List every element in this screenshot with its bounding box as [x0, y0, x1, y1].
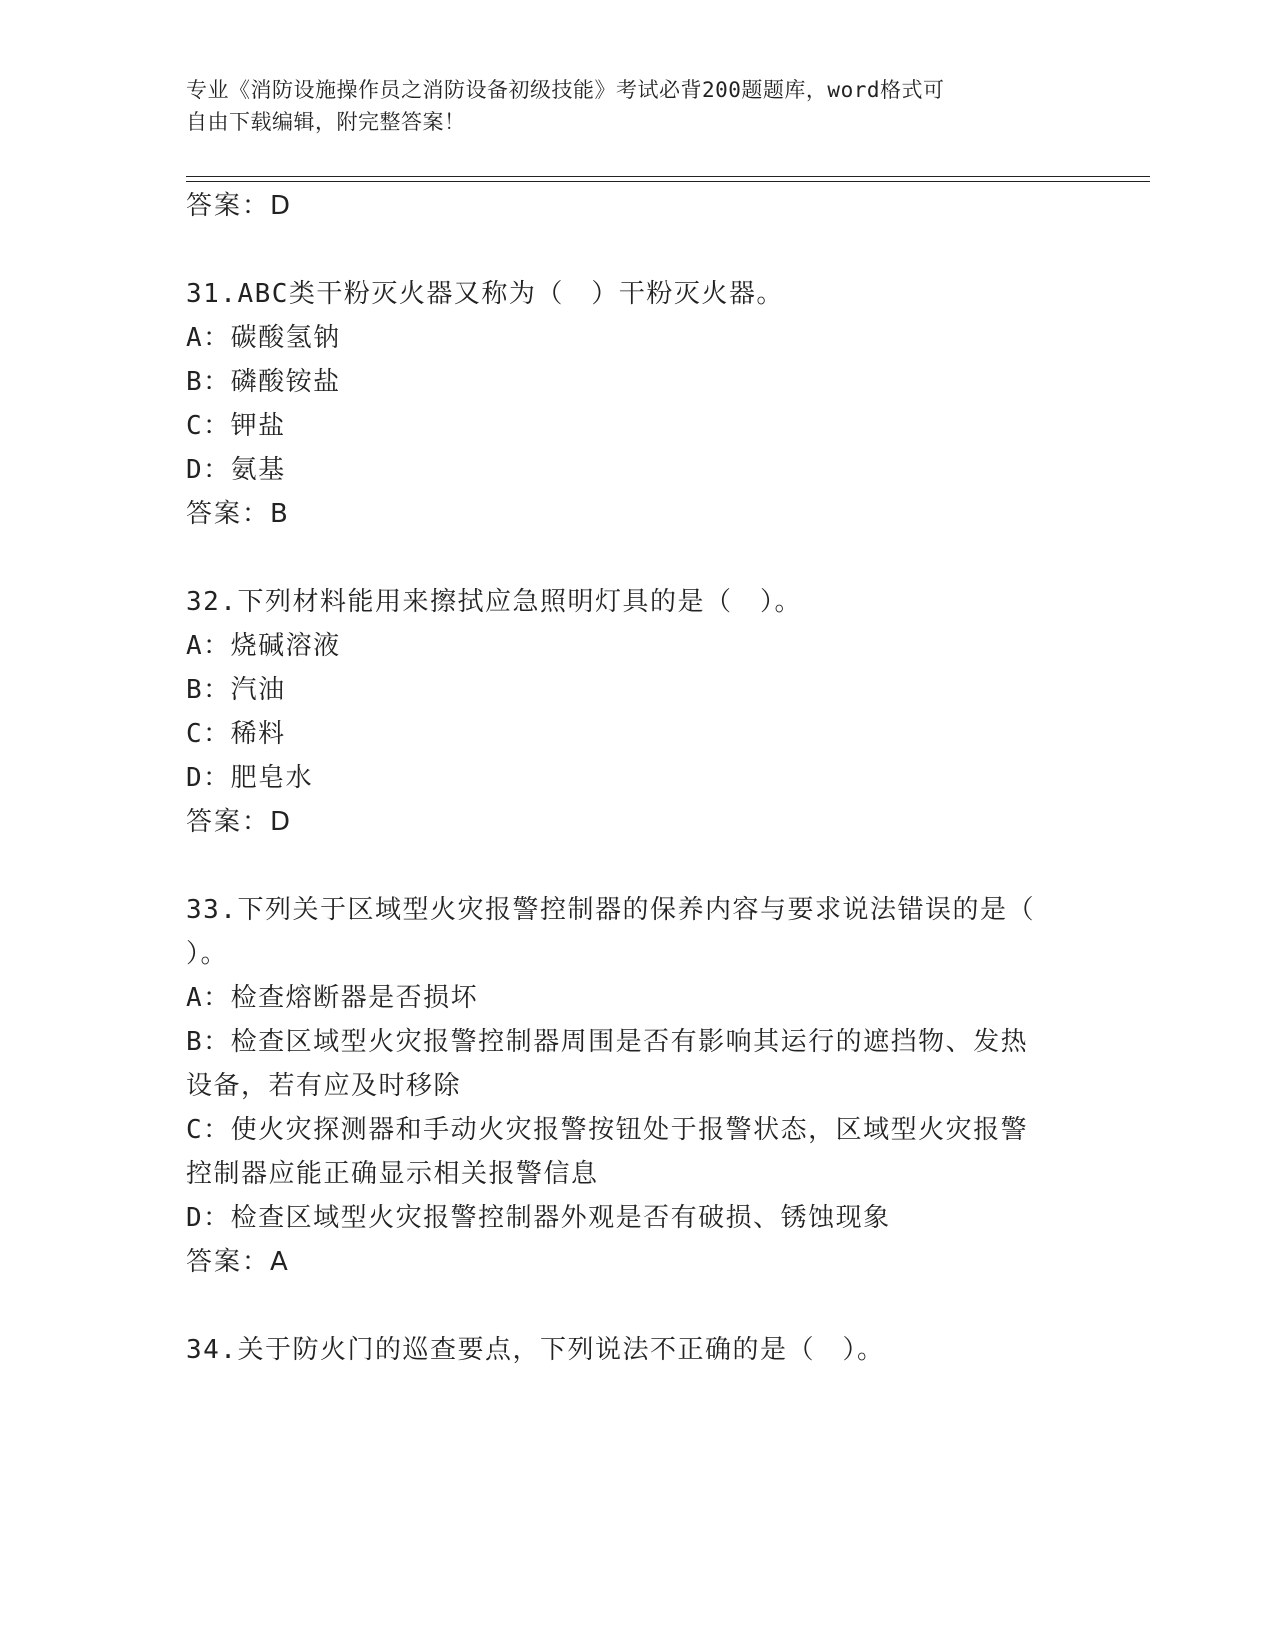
option-32-c: C：稀料 — [186, 719, 286, 749]
page-header — [186, 74, 1076, 138]
option-33-b-line-1: B：检查区域型火灾报警控制器周围是否有影响其运行的遮挡物、发热 — [186, 1027, 1029, 1057]
answer-32: 答案：D — [186, 807, 293, 837]
option-31-a: A：碳酸氢钠 — [186, 323, 341, 353]
option-31-c: C：钾盐 — [186, 411, 286, 441]
option-31-b: B：磷酸铵盐 — [186, 367, 341, 397]
question-31: 31.ABC类干粉灭火器又称为（ ）干粉灭火器。 — [186, 279, 784, 309]
question-34: 34.关于防火门的巡查要点，下列说法不正确的是（ ）。 — [186, 1335, 885, 1365]
option-33-c-line-1: C：使火灾探测器和手动火灾报警按钮处于报警状态，区域型火灾报警 — [186, 1115, 1029, 1145]
header-line-2: 自由下载编辑，附完整答案！ — [186, 110, 466, 134]
answer-31: 答案：B — [186, 499, 290, 529]
option-33-d: D：检查区域型火灾报警控制器外观是否有破损、锈蚀现象 — [186, 1203, 891, 1233]
answer-30: 答案：D — [186, 191, 293, 221]
header-line-1: 专业《消防设施操作员之消防设备初级技能》考试必背200题题库，word格式可 — [186, 78, 945, 102]
header-rule-bottom — [186, 181, 1150, 182]
question-32: 32.下列材料能用来擦拭应急照明灯具的是（ ）。 — [186, 587, 802, 617]
option-33-c-line-2: 控制器应能正确显示相关报警信息 — [186, 1159, 599, 1189]
question-33-line-2: ）。 — [186, 939, 229, 969]
option-32-b: B：汽油 — [186, 675, 286, 705]
option-33-b-line-2: 设备，若有应及时移除 — [186, 1071, 462, 1101]
option-32-a: A：烧碱溶液 — [186, 631, 341, 661]
option-32-d: D：肥皂水 — [186, 763, 314, 793]
header-rule-top — [186, 176, 1150, 177]
option-33-a: A：检查熔断器是否损坏 — [186, 983, 479, 1013]
question-33-line-1: 33.下列关于区域型火灾报警控制器的保养内容与要求说法错误的是（ — [186, 895, 1035, 925]
answer-33: 答案：A — [186, 1247, 290, 1277]
option-31-d: D：氨基 — [186, 455, 286, 485]
